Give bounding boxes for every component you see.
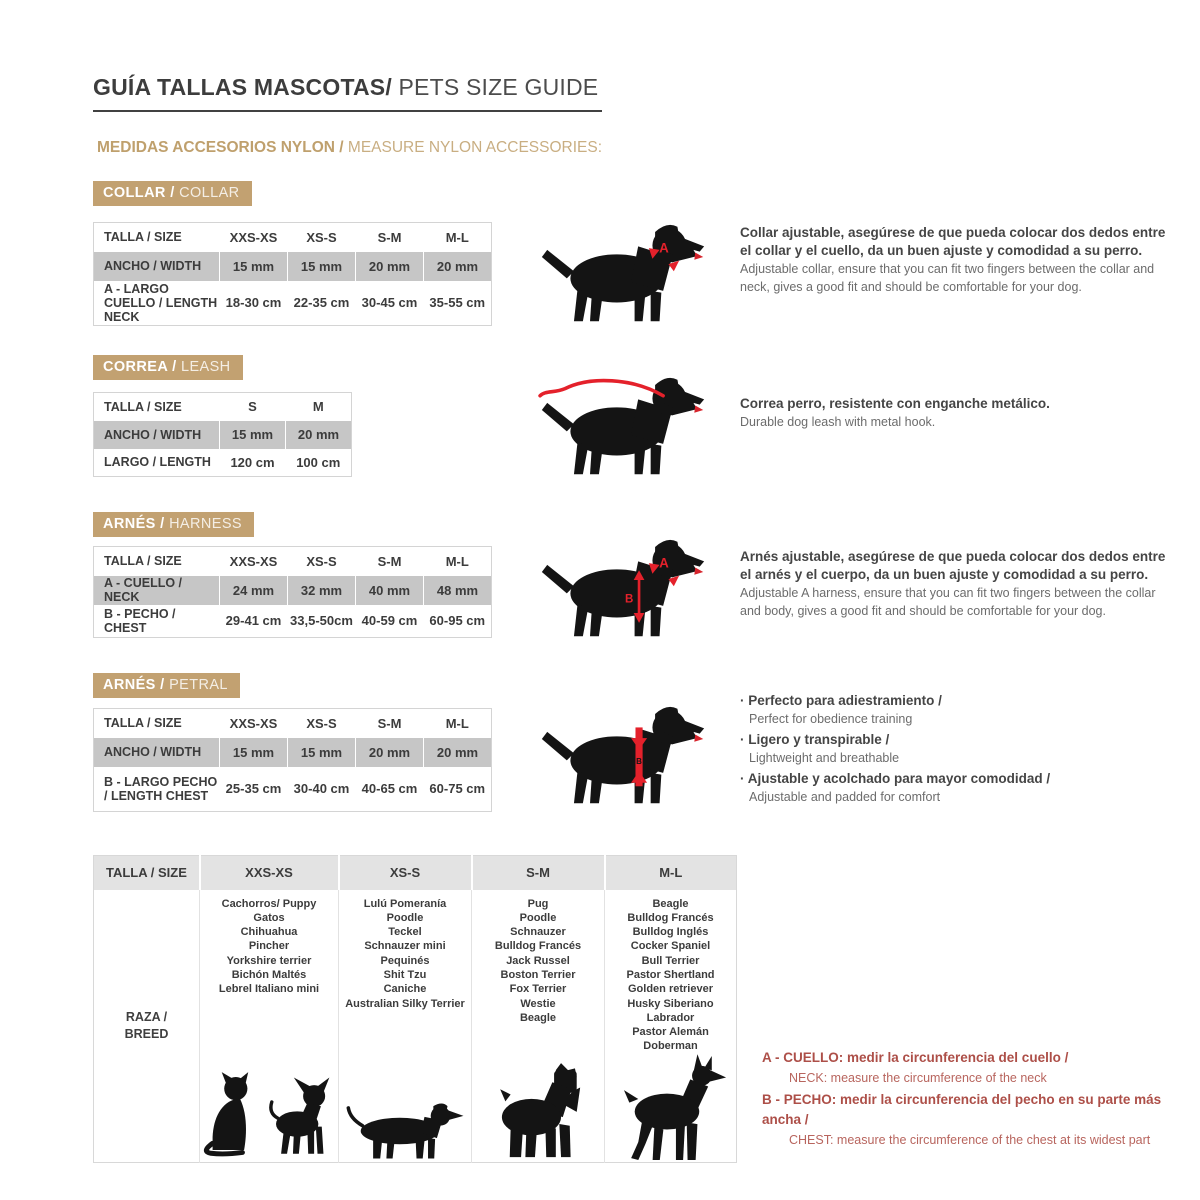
breed-silhouettes (343, 1093, 467, 1161)
cell-value: 120 cm (230, 454, 275, 470)
breed-list: Cachorros/ Puppy Gatos Chihuahua Pincher Yorkshire terrier Bichón Maltés Lebrel Italiano mini (218, 897, 320, 996)
cell-value: 60-75 cm (429, 781, 486, 797)
cell-value: 15 mm (220, 738, 288, 767)
cell-value: 15 mm (220, 421, 286, 449)
petral-feature-es: · Ajustable y acolchado para mayor comodidad / (740, 769, 1170, 788)
petral-section-badge (93, 673, 240, 698)
cell-value: 15 mm (220, 252, 288, 281)
doberman-silhouette (615, 1054, 727, 1162)
cell-value: 24 mm (220, 576, 288, 605)
cell-value: 32 mm (288, 576, 356, 605)
size-col-header: S (248, 399, 257, 415)
leash-desc-en: Durable dog leash with metal hook. (740, 415, 936, 429)
cell-value: 15 mm (288, 252, 356, 281)
petral-badge-en: PETRAL (169, 677, 228, 693)
size-row-label: TALLA / SIZE (104, 399, 182, 414)
dachshund-silhouette (343, 1093, 467, 1161)
size-col-header: XS-S (306, 229, 337, 245)
size-col-header: XXS-XS (229, 553, 278, 569)
size-col-header: XS-S (306, 715, 337, 731)
cell-value: 29-41 cm (225, 613, 282, 629)
cell-value: 40-59 cm (361, 613, 418, 629)
page-title (93, 74, 602, 112)
size-col-header: M-L (605, 856, 737, 890)
page-subtitle (97, 139, 602, 157)
collar-description (740, 224, 1168, 296)
size-col-header: S-M (377, 715, 402, 731)
row-label: B - LARGO PECHO / LENGTH CHEST (104, 774, 218, 803)
petral-feature-es: · Perfecto para adiestramiento / (740, 691, 1170, 710)
harness-badge-es: ARNÉS / (103, 516, 165, 532)
row-label: A - CUELLO / NECK (104, 576, 183, 604)
breed-list: Lulú Pomeranía Poodle Teckel Schnauzer mini Pequinés Shit Tzu Caniche Australian Silky Terrier (345, 897, 465, 1010)
cell-value: 35-55 cm (429, 295, 486, 311)
size-col-header: M-L (445, 715, 469, 731)
leash-badge-es: CORREA / (103, 359, 177, 375)
annotation-chest-en: CHEST: measure the circumference of the chest at its widest part (789, 1133, 1151, 1147)
leash-section-badge (93, 355, 243, 380)
cell-value: 40 mm (356, 576, 424, 605)
size-col-header: XXS-XS (200, 856, 339, 890)
size-col-header: M-L (445, 553, 469, 569)
cell-value: 20 mm (424, 252, 492, 281)
size-col-header: S-M (472, 856, 605, 890)
cell-value: 22-35 cm (293, 295, 350, 311)
table-row (94, 223, 492, 252)
page-title-en: PETS SIZE GUIDE (398, 74, 599, 100)
size-row-label: TALLA / SIZE (104, 554, 182, 569)
breed-table-header (94, 856, 737, 890)
leash-size-table (93, 392, 352, 477)
breed-cell-xs-s (339, 890, 472, 1163)
chihuahua-silhouette (265, 1071, 337, 1161)
size-col-header: S-M (377, 229, 402, 245)
leash-badge-en: LEASH (181, 359, 231, 375)
dog-collar-illustration (537, 216, 709, 323)
table-row (94, 421, 352, 449)
breed-row-label-es: RAZA / (125, 1009, 168, 1024)
collar-section-badge (93, 181, 252, 206)
size-col-header: XXS-XS (229, 715, 278, 731)
breed-size-table (93, 855, 737, 1163)
breed-row-label-en: BREED (124, 1026, 169, 1041)
leash-description (740, 395, 1168, 431)
leash-line (540, 381, 663, 396)
table-row (94, 605, 492, 638)
cell-value: 25-35 cm (225, 781, 282, 797)
breed-silhouettes (615, 1054, 727, 1162)
cell-value: 20 mm (424, 738, 492, 767)
size-row-label: TALLA / SIZE (104, 230, 182, 245)
petral-features (740, 691, 1170, 808)
neck-marker-a: A (659, 240, 669, 256)
page-subtitle-es: MEDIDAS ACCESORIOS NYLON / (97, 139, 344, 156)
table-row (94, 393, 352, 421)
chest-marker-b: B (625, 593, 634, 606)
schnauzer-silhouette (488, 1061, 588, 1161)
table-row (94, 709, 492, 738)
size-row-label: TALLA / SIZE (104, 716, 182, 731)
cell-value: 48 mm (424, 576, 492, 605)
annotation-neck-en: NECK: measure the circumference of the neck (789, 1071, 1047, 1085)
cell-value: 18-30 cm (225, 295, 282, 311)
table-row (94, 547, 492, 576)
cell-value: 20 mm (356, 252, 424, 281)
size-col-header: S-M (377, 553, 402, 569)
collar-badge-es: COLLAR / (103, 185, 175, 201)
table-row (94, 767, 492, 812)
size-col-header: XXS-XS (229, 229, 278, 245)
breed-silhouettes (488, 1061, 588, 1161)
dog-petral-illustration (537, 698, 709, 805)
size-col-header: M-L (445, 229, 469, 245)
breed-list: Beagle Bulldog Francés Bulldog Inglés Cocker Spaniel Bull Terrier Pastor Shertland Golden retriever Husky Siberiano Labrador Pastor Alemán Doberman (626, 897, 715, 1053)
size-col-header: XS-S (306, 553, 337, 569)
petral-size-table (93, 708, 492, 812)
breed-row-label (94, 890, 200, 1163)
annotation-neck-es: A - CUELLO: medir la circunferencia del cuello / (762, 1050, 1069, 1065)
breed-table-body (94, 890, 737, 1163)
row-label: B - PECHO / CHEST (104, 606, 176, 635)
measuring-annotations (762, 1048, 1187, 1152)
chest-marker-b: B (636, 756, 642, 766)
cell-value: 15 mm (288, 738, 356, 767)
page-title-es: GUÍA TALLAS MASCOTAS/ (93, 74, 392, 100)
size-col-header: XS-S (339, 856, 472, 890)
page-subtitle-en: MEASURE NYLON ACCESSORIES: (347, 139, 602, 156)
petral-feature-en: Adjustable and padded for comfort (749, 790, 941, 804)
table-row (94, 449, 352, 477)
size-row-label: TALLA / SIZE (94, 856, 200, 890)
cell-value: 33,5-50cm (290, 613, 353, 629)
harness-description (740, 548, 1168, 620)
harness-section-badge (93, 512, 254, 537)
cell-value: 30-40 cm (293, 781, 350, 797)
breed-cell-s-m (472, 890, 605, 1163)
breed-list: Pug Poodle Schnauzer Bulldog Francés Jack Russel Boston Terrier Fox Terrier Westie Beagle (494, 897, 582, 1024)
row-label: A - LARGO CUELLO / LENGTH NECK (104, 281, 218, 324)
row-label: LARGO / LENGTH (104, 455, 211, 470)
annotation-chest-es: B - PECHO: medir la circunferencia del pecho en su parte más ancha / (762, 1092, 1162, 1127)
cell-value: 40-65 cm (361, 781, 418, 797)
breed-cell-xxs-xs (200, 890, 339, 1163)
petral-badge-es: ARNÉS / (103, 677, 165, 693)
row-label: ANCHO / WIDTH (104, 745, 202, 759)
row-label: ANCHO / WIDTH (104, 259, 202, 273)
neck-marker-a: A (659, 555, 669, 571)
harness-size-table (93, 546, 492, 638)
collar-size-table (93, 222, 492, 326)
leash-desc-es: Correa perro, resistente con enganche metálico. (740, 396, 1050, 411)
table-row (94, 576, 492, 605)
collar-desc-en: Adjustable collar, ensure that you can fit two fingers between the collar and neck, gives a good fit and should be comfortable for your dog. (740, 262, 1155, 294)
harness-desc-es: Arnés ajustable, asegúrese de que pueda colocar dos dedos entre el arnés y el cuerpo, da un buen ajuste y comodidad a su perro. (740, 549, 1166, 582)
harness-badge-en: HARNESS (169, 516, 242, 532)
petral-feature-es: · Ligero y transpirable / (740, 730, 1170, 749)
cell-value: 20 mm (356, 738, 424, 767)
dog-leash-illustration (537, 369, 709, 476)
size-col-header: M (312, 399, 324, 415)
table-row (94, 252, 492, 281)
petral-feature-en: Perfect for obedience training (749, 712, 913, 726)
cell-value: 30-45 cm (361, 295, 418, 311)
dog-harness-illustration (537, 531, 709, 638)
harness-desc-en: Adjustable A harness, ensure that you can fit two fingers between the collar and body, gives a good fit and should be comfortable for your dog. (740, 586, 1156, 618)
breed-silhouettes (201, 1066, 337, 1161)
cat-silhouette (201, 1066, 259, 1161)
cell-value: 100 cm (296, 454, 341, 470)
collar-badge-en: COLLAR (179, 185, 240, 201)
collar-desc-es: Collar ajustable, asegúrese de que pueda colocar dos dedos entre el collar y el cuello, da un buen ajuste y comodidad a su perro. (740, 225, 1166, 258)
table-row (94, 281, 492, 326)
petral-feature-en: Lightweight and breathable (749, 751, 900, 765)
breed-cell-m-l (605, 890, 737, 1163)
table-row (94, 738, 492, 767)
cell-value: 60-95 cm (429, 613, 486, 629)
row-label: ANCHO / WIDTH (104, 427, 202, 442)
cell-value: 20 mm (286, 421, 352, 449)
